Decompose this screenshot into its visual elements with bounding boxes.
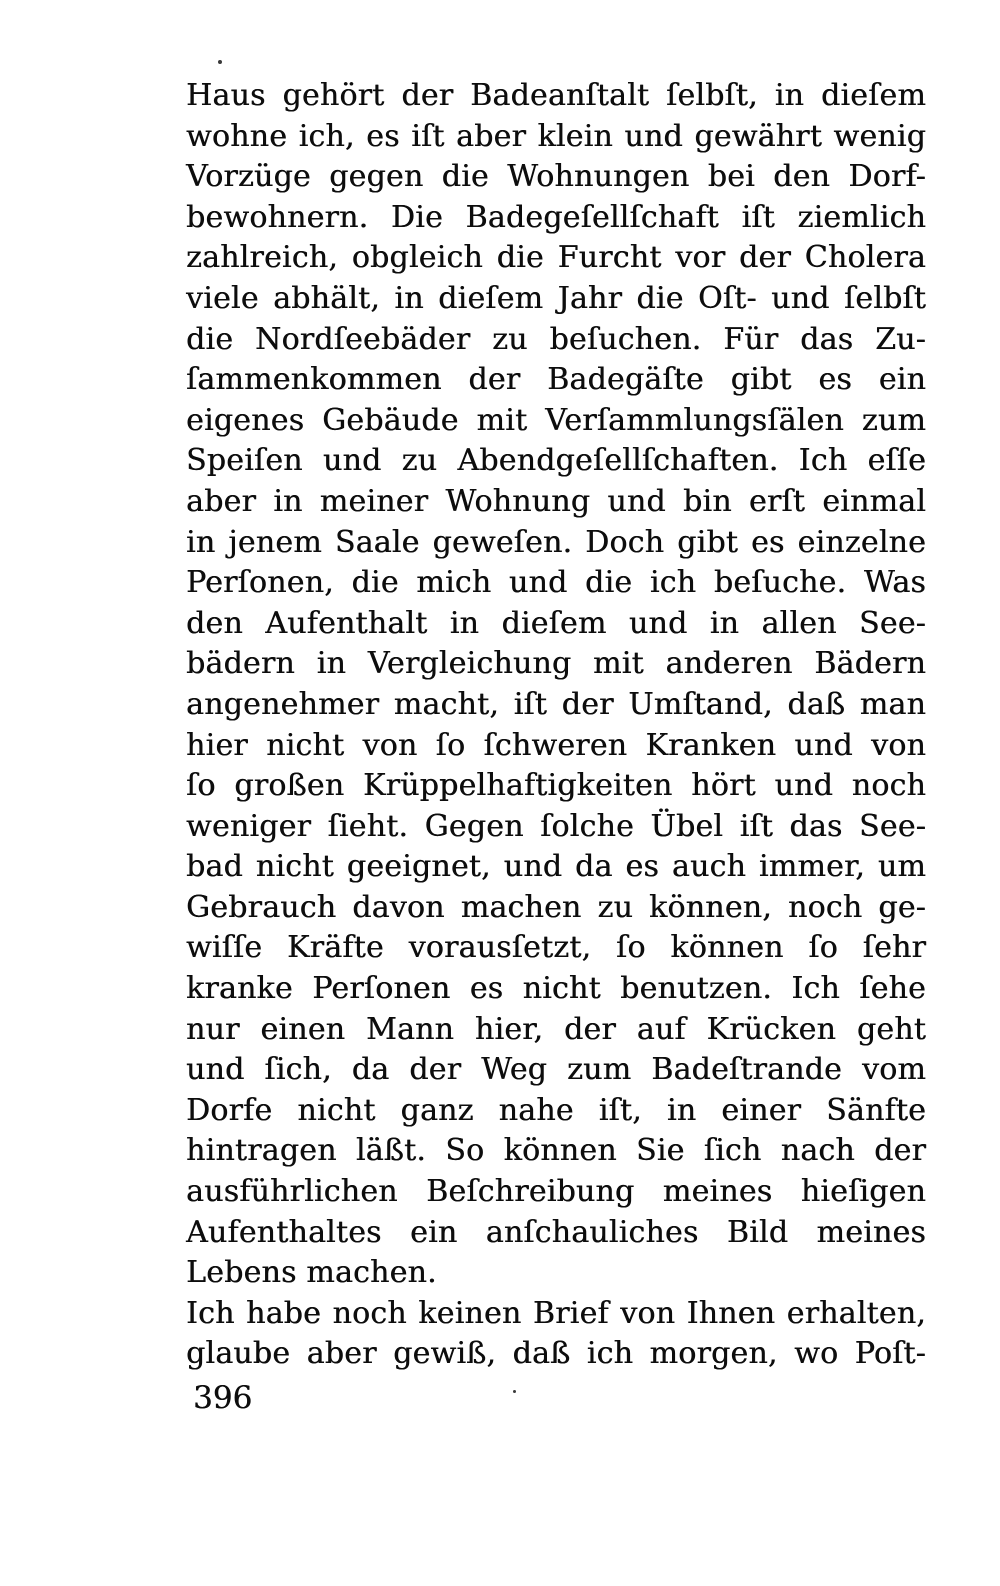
text-line: bad nicht geeignet, und da es auch immer, um (186, 849, 926, 885)
text-line: Lebens machen. (186, 1255, 437, 1291)
text-line: zahlreich, obgleich die Furcht vor der Cholera (186, 240, 926, 276)
text-line: Vorzüge gegen die Wohnungen bei den Dorf- (186, 159, 926, 195)
text-line: Gebrauch davon machen zu können, noch ge- (186, 889, 926, 925)
text-line: nur einen Mann hier, der auf Krücken geht (186, 1011, 926, 1047)
text-line: glaube aber gewiß, daß ich morgen, wo Poſt- (186, 1336, 926, 1372)
text-line: aber in meiner Wohnung und bin erſt einmal (186, 483, 926, 519)
scan-speck (513, 1390, 516, 1393)
text-line: Dorfe nicht ganz nahe iſt, in einer Sänfte (186, 1092, 926, 1128)
scan-speck (218, 60, 222, 64)
text-line: ſammenkommen der Badegäſte gibt es ein (186, 362, 926, 398)
text-line: wohne ich, es iſt aber klein und gewährt wenig (186, 118, 926, 154)
text-line: angenehmer macht, iſt der Umſtand, daß man (186, 686, 926, 722)
text-line: kranke Perſonen es nicht benutzen. Ich ſehe (186, 971, 926, 1007)
text-line: ſo großen Krüppelhaftigkeiten hört und noch (186, 768, 926, 804)
text-line: Haus gehört der Badeanſtalt ſelbſt, in dieſem (186, 78, 926, 113)
text-line: ausführlichen Beſchreibung meines hieſigen (186, 1174, 926, 1210)
text-line: Ich habe noch keinen Brief von Ihnen erhalten, (186, 1295, 926, 1331)
text-line: hintragen läßt. So können Sie ſich nach der (186, 1133, 926, 1169)
text-line: und ſich, da der Weg zum Badeſtrande vom (186, 1052, 926, 1088)
body-text (186, 76, 926, 1375)
page-number: 396 (193, 1380, 253, 1416)
text-line: weniger ſieht. Gegen ſolche Übel iſt das See- (186, 808, 926, 844)
text-line: bädern in Vergleichung mit anderen Bädern (186, 646, 926, 682)
text-line: Perſonen, die mich und die ich beſuche. Was (186, 565, 926, 601)
text-line: viele abhält, in dieſem Jahr die Oſt- und ſelbſt (186, 280, 926, 316)
text-line: hier nicht von ſo ſchweren Kranken und von (186, 727, 926, 763)
text-line: die Nordſeebäder zu beſuchen. Für das Zu- (186, 321, 926, 357)
text-line: wiſſe Kräfte vorausſetzt, ſo können ſo ſehr (186, 930, 926, 966)
text-line: in jenem Saale geweſen. Doch gibt es einzelne (186, 524, 926, 560)
text-line: Aufenthaltes ein anſchauliches Bild meines (186, 1214, 926, 1250)
text-line: eigenes Gebäude mit Verſammlungsſälen zum (186, 402, 926, 438)
text-line: den Aufenthalt in dieſem und in allen See- (186, 605, 926, 641)
text-line: Speiſen und zu Abendgeſellſchaften. Ich eſſe (186, 443, 926, 479)
text-line: bewohnern. Die Badegeſellſchaft iſt ziemlich (186, 199, 926, 235)
